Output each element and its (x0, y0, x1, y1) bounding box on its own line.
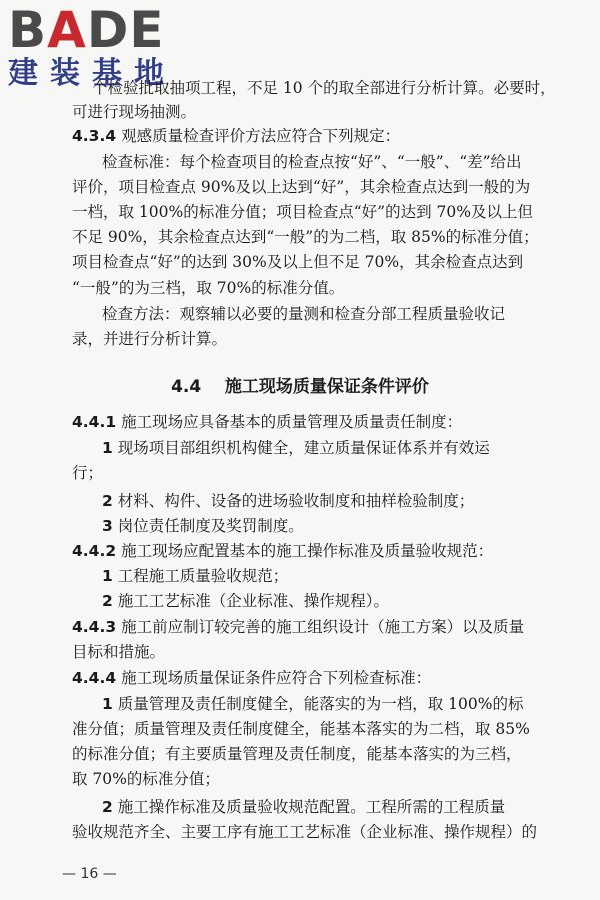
text-line: 准分值；质量管理及责任制度健全，能基本落实的为二档，取 85% (72, 720, 530, 738)
item-number: 1 (102, 439, 113, 457)
item-text: 材料、构件、设备的进场验收制度和抽样检验制度； (117, 492, 475, 510)
clause-4-4-1 (72, 412, 462, 432)
item-text: 现场项目部组织机构健全，建立质量保证体系并有效运 (117, 439, 490, 457)
text-line: 不足 90%，其余检查点达到“一般”的为二档，取 85%的标准分值； (72, 228, 539, 246)
list-item (102, 694, 523, 714)
item-text: 质量管理及责任制度健全，能落实的为一档，取 100%的标 (117, 695, 524, 713)
logo-brand-text: BADE (8, 1, 165, 59)
section-heading (0, 372, 600, 397)
clause-number: 4.4.3 (72, 618, 117, 636)
text-line: 检查方法：观察辅以必要的量测和检查分部工程质量验收记 (102, 305, 506, 323)
list-item (102, 797, 505, 817)
item-text: 岗位责任制度及奖罚制度。 (117, 517, 304, 535)
section-title: 施工现场质量保证条件评价 (224, 377, 429, 397)
logo-subtitle: 建装基地 (8, 56, 176, 91)
clause-number: 4.4.1 (72, 413, 117, 431)
clause-text: 观感质量检查评价方法应符合下列规定： (121, 127, 401, 145)
clause-number: 4.3.4 (72, 127, 117, 145)
clause-4-4-4 (72, 668, 431, 688)
list-item (102, 566, 288, 586)
item-number: 1 (102, 695, 113, 713)
text-line: 的标准分值；有主要质量管理及责任制度，能基本落实的为三档， (72, 745, 522, 763)
list-item (102, 438, 490, 458)
logo-brand (8, 1, 183, 59)
text-line: 验收规范齐全、主要工序有施工工艺标准（企业标准、操作规程）的 (72, 823, 538, 841)
clause-number: 4.4.4 (72, 669, 117, 687)
text-line: 目标和措施。 (72, 643, 166, 661)
item-text: 工程施工质量验收规范； (117, 567, 289, 585)
item-number: 2 (102, 592, 113, 610)
item-text: 施工操作标准及质量验收规范配置。工程所需的工程质量 (117, 798, 506, 816)
text-line: 个检验批取抽项工程，不足 10 个的取全部进行分析计算。必要时， (92, 79, 556, 97)
clause-4-3-4 (72, 126, 400, 146)
item-number: 1 (102, 567, 113, 585)
clause-text: 施工现场应具备基本的质量管理及质量责任制度： (121, 413, 463, 431)
clause-number: 4.4.2 (72, 542, 117, 560)
item-number: 3 (102, 517, 113, 535)
page-number: — 16 — (62, 866, 117, 882)
item-number: 2 (102, 798, 113, 816)
item-text: 施工工艺标准（企业标准、操作规程）。 (117, 592, 389, 610)
text-line: 一档，取 100%的标准分值；项目检查点“好”的达到 70%及以上但 (72, 203, 533, 221)
text-line: 检查标准：每个检查项目的检查点按“好”、“一般”、“差”给出 (102, 153, 522, 171)
text-line: 录，并进行分析计算。 (72, 330, 228, 348)
text-line: 评价，项目检查点 90%及以上达到“好”，其余检查点达到一般的为 (72, 178, 531, 196)
list-item (102, 491, 474, 511)
text-line: 取 70%的标准分值； (72, 770, 220, 788)
item-number: 2 (102, 492, 113, 510)
text-line: 行； (72, 464, 104, 482)
list-item (102, 516, 304, 536)
text-line: 可进行现场抽测。 (72, 103, 197, 121)
clause-4-4-2 (72, 541, 493, 561)
clause-text: 施工现场质量保证条件应符合下列检查标准： (121, 669, 432, 687)
clause-text: 施工前应制订较完善的施工组织设计（施工方案）以及质量 (121, 618, 525, 636)
section-number: 4.4 (171, 377, 202, 397)
clause-4-4-3 (72, 617, 524, 637)
text-line: “一般”的为三档，取 70%的标准分值。 (72, 279, 345, 297)
clause-text: 施工现场应配置基本的施工操作标准及质量验收规范： (121, 542, 494, 560)
text-line: 项目检查点“好”的达到 30%及以上但不足 70%，其余检查点达到 (72, 253, 524, 271)
list-item (102, 591, 389, 611)
